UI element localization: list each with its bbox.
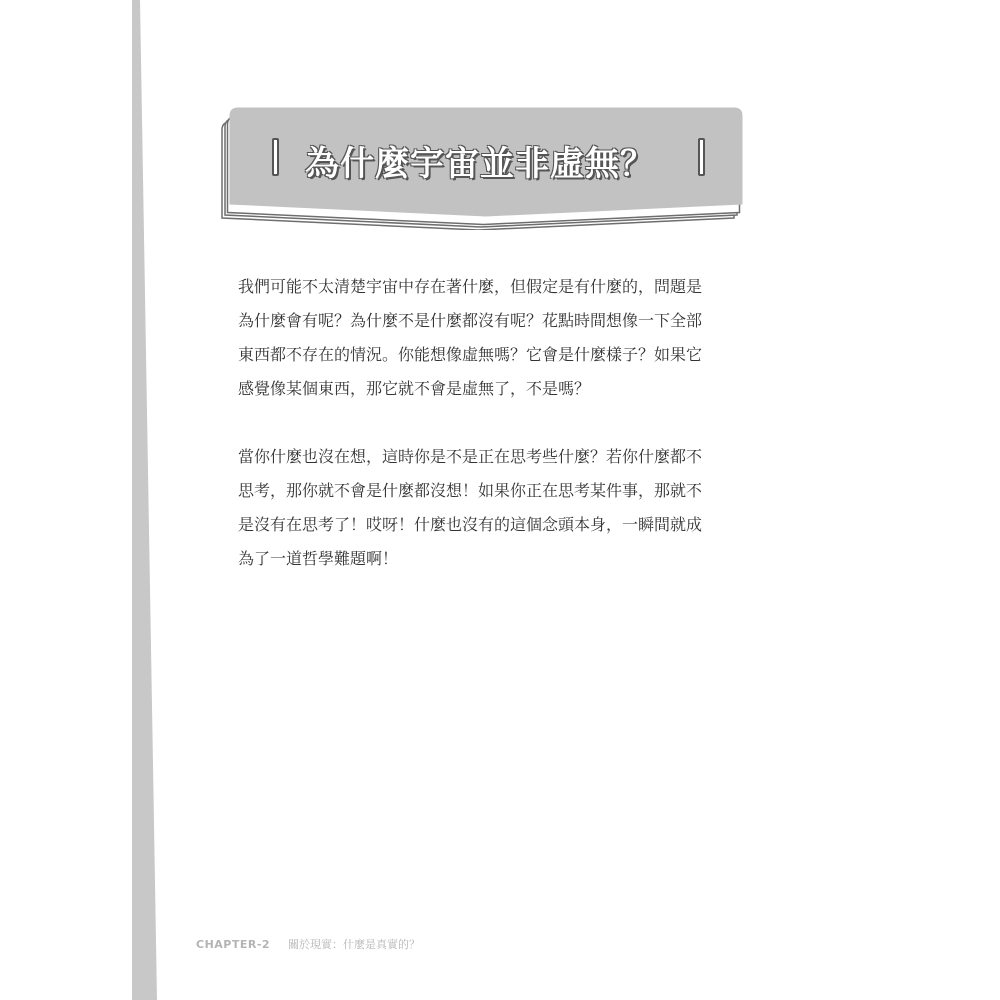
text-line: 為什麼會有呢？為什麼不是什麼都沒有呢？花點時間想像一下全部 [238,311,703,330]
paragraph-2 [238,440,758,576]
body-text [238,270,758,610]
paragraph-1 [238,270,758,406]
title-right-bar [698,138,705,176]
text-line: 感覺像某個東西，那它就不會是虛無了，不是嗎？ [238,379,591,398]
footer-section: 關於現實：什麼是真實的？ [288,938,421,951]
page-footer [196,936,420,952]
text-line: 當你什麼也沒在想，這時你是不是正在思考些什麼？若你什麼都不 [238,447,703,466]
text-line: 思考，那你就不會是什麼都沒想！如果你正在思考某件事，那就不 [238,481,703,500]
footer-chapter: CHAPTER-2 [196,938,271,951]
page-spine [0,0,160,1000]
text-line: 我們可能不太清楚宇宙中存在著什麼，但假定是有什麼的，問題是 [238,277,703,296]
page-title: 為什麼宇宙並非虛無？ [305,144,655,184]
title-banner [220,100,750,230]
text-line: 是沒有在思考了！哎呀！什麼也沒有的這個念頭本身，一瞬間就成 [238,515,703,534]
text-line: 東西都不存在的情況。你能想像虛無嗎？它會是什麼樣子？如果它 [238,345,703,364]
text-line: 為了一道哲學難題啊！ [238,549,399,568]
